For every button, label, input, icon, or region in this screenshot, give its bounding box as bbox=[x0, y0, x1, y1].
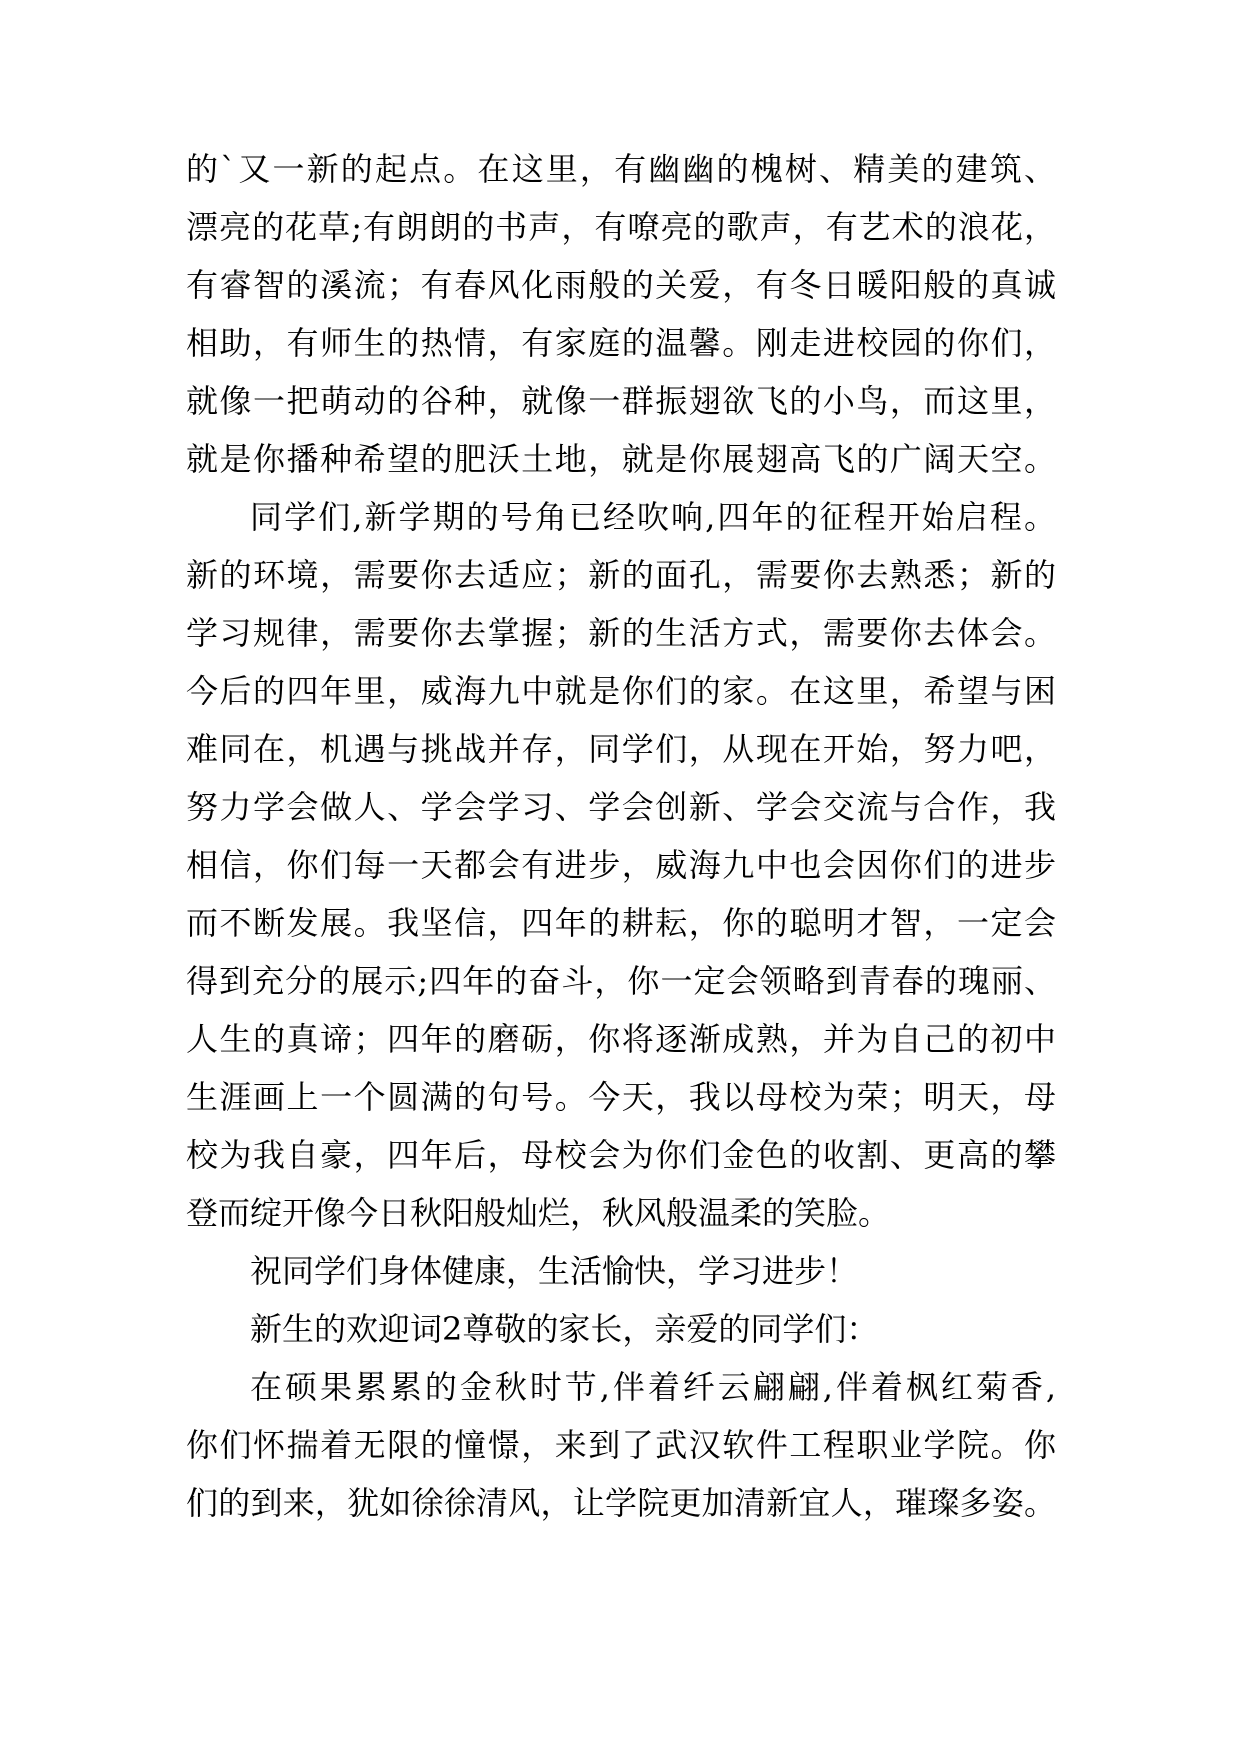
text-line: 就是你播种希望的肥沃土地，就是你展翅高飞的广阔天空。 bbox=[186, 440, 1056, 478]
text-line: 登而绽开像今日秋阳般灿烂，秋风般温柔的笑脸。 bbox=[186, 1194, 891, 1232]
paragraph bbox=[186, 488, 1056, 1242]
text-line: 生涯画上一个圆满的句号。今天，我以母校为荣；明天，母 bbox=[186, 1078, 1056, 1116]
paragraph bbox=[186, 1300, 1056, 1358]
text-line: 的`又一新的起点。在这里，有幽幽的槐树、精美的建筑、 bbox=[186, 150, 1056, 188]
text-line: 今后的四年里，威海九中就是你们的家。在这里，希望与困 bbox=[186, 672, 1056, 710]
text-line: 们的到来，犹如徐徐清风，让学院更加清新宜人，璀璨多姿。 bbox=[186, 1484, 1056, 1522]
paragraph bbox=[186, 1242, 1056, 1300]
text-line: 在硕果累累的金秋时节,伴着纤云翩翩,伴着枫红菊香, bbox=[250, 1368, 1056, 1406]
text-line: 祝同学们身体健康，生活愉快，学习进步！ bbox=[250, 1252, 859, 1290]
text-line: 新的环境，需要你去适应；新的面孔，需要你去熟悉；新的 bbox=[186, 556, 1056, 594]
text-line: 相助，有师生的热情，有家庭的温馨。刚走进校园的你们， bbox=[186, 324, 1056, 362]
text-line: 漂亮的花草;有朗朗的书声，有嘹亮的歌声，有艺术的浪花， bbox=[186, 208, 1056, 246]
text-line: 新生的欢迎词2尊敬的家长，亲爱的同学们： bbox=[250, 1310, 879, 1348]
text-line: 就像一把萌动的谷种，就像一群振翅欲飞的小鸟，而这里， bbox=[186, 382, 1056, 420]
text-line: 难同在，机遇与挑战并存，同学们，从现在开始，努力吧， bbox=[186, 730, 1056, 768]
document-body bbox=[186, 140, 1056, 1532]
text-line: 人生的真谛；四年的磨砺，你将逐渐成熟，并为自己的初中 bbox=[186, 1020, 1056, 1058]
paragraph bbox=[186, 140, 1056, 488]
text-line: 而不断发展。我坚信，四年的耕耘，你的聪明才智，一定会 bbox=[186, 904, 1056, 942]
paragraph bbox=[186, 1358, 1056, 1532]
text-line: 有睿智的溪流；有春风化雨般的关爱，有冬日暖阳般的真诚 bbox=[186, 266, 1056, 304]
text-line: 得到充分的展示;四年的奋斗，你一定会领略到青春的瑰丽、 bbox=[186, 962, 1056, 1000]
text-line: 学习规律，需要你去掌握；新的生活方式，需要你去体会。 bbox=[186, 614, 1056, 652]
text-line: 同学们,新学期的号角已经吹响,四年的征程开始启程。 bbox=[250, 498, 1056, 536]
text-line: 相信，你们每一天都会有进步，威海九中也会因你们的进步 bbox=[186, 846, 1056, 884]
text-line: 校为我自豪，四年后，母校会为你们金色的收割、更高的攀 bbox=[186, 1136, 1056, 1174]
text-line: 你们怀揣着无限的憧憬，来到了武汉软件工程职业学院。你 bbox=[186, 1426, 1056, 1464]
text-line: 努力学会做人、学会学习、学会创新、学会交流与合作，我 bbox=[186, 788, 1056, 826]
